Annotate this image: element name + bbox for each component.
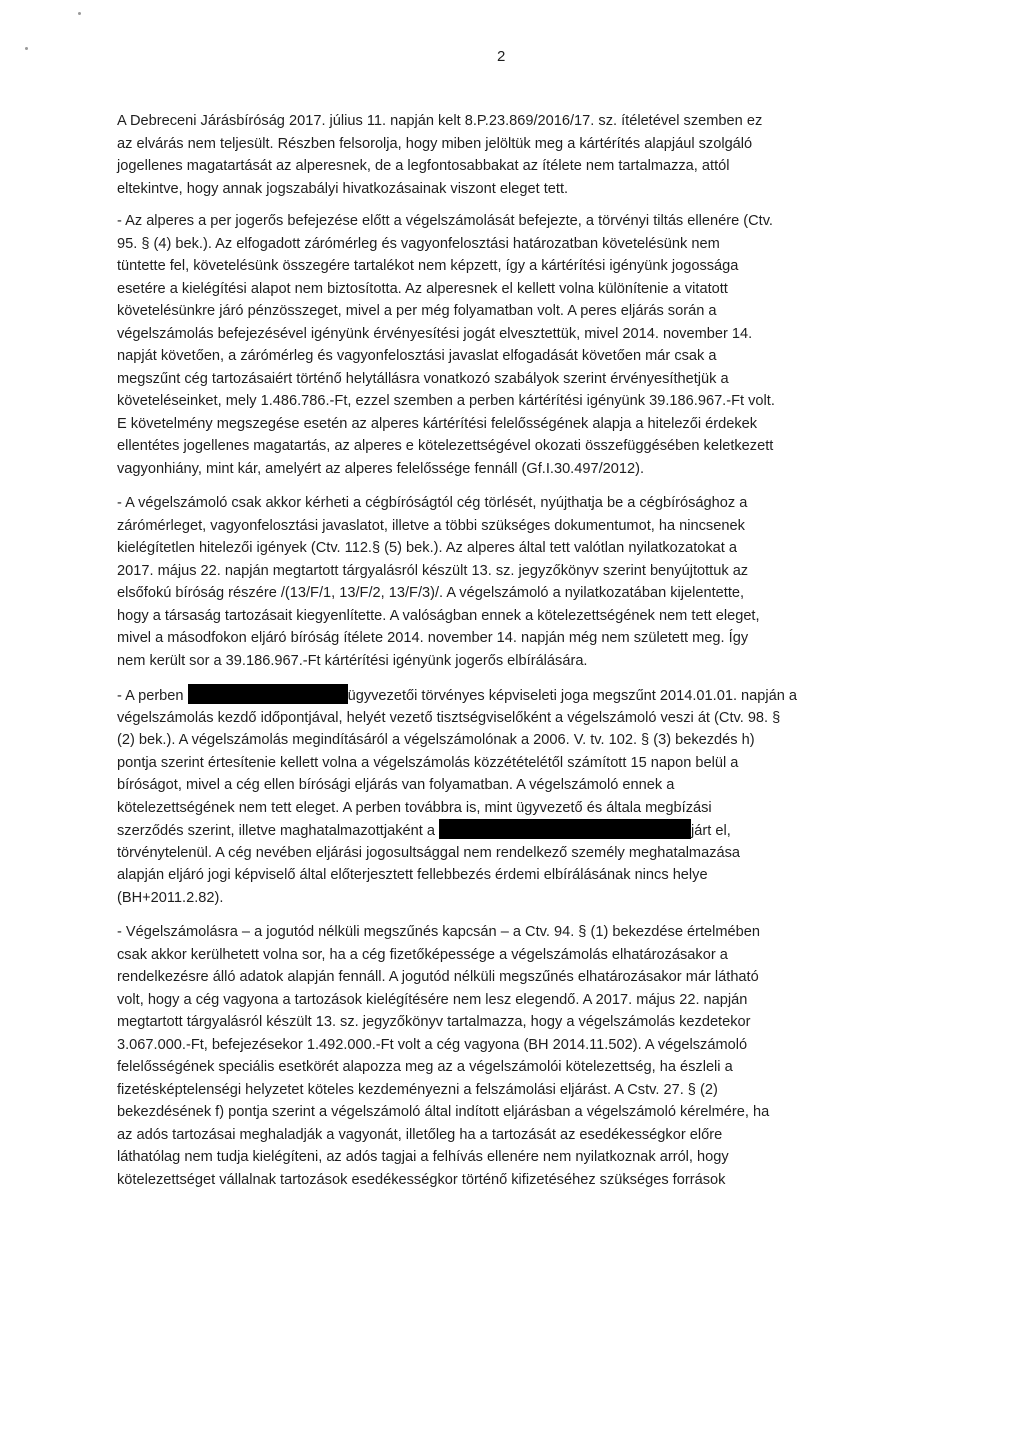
text-line: kötelezettségének nem tett eleget. A perben továbbra is, mint ügyvezető és általa megbízási	[117, 799, 712, 816]
text-line: zárómérleget, vagyonfelosztási javaslatot, illetve a többi szükséges dokumentumot, ha nincsenek	[117, 517, 745, 534]
text-line: mivel a másodfokon eljáró bíróság ítélete 2014. november 14. napján még nem született meg. Így	[117, 630, 749, 646]
paragraph-3	[117, 492, 897, 672]
text-line: E követelmény megszegése esetén az alperes kártérítési felelősségének alapja a hitelezői érdekek	[117, 415, 758, 432]
text-line: végelszámolás kezdő időpontjával, helyét vezető tisztségviselőként a végelszámoló veszi át (Ctv. 98. §	[117, 709, 781, 726]
text-line: az elvárás nem teljesült. Részben felsorolja, hogy miben jelöltük meg a kártérítés alapjául szolgáló	[117, 135, 753, 152]
text-line: rendelkezésre álló adatok alapján fennáll. A jogutód nélküli megszűnés elhatározásakor már látható	[117, 969, 759, 985]
text-fragment: járt el,	[691, 823, 731, 839]
text-line: megtartott tárgyalásról készült 13. sz. jegyzőkönyv tartalmazza, hogy a végelszámolás kezdetekor	[117, 1014, 751, 1030]
text-line: pontja szerint értesítenie kellett volna a végelszámolás közzétételétől számított 15 napon belül a	[117, 754, 739, 771]
redaction-bar	[439, 819, 691, 839]
text-line: végelszámolás befejezésével igényünk érvényesítési jogát elvesztettük, mivel 2014. november 14.	[117, 325, 753, 342]
paragraph-1	[117, 110, 897, 200]
text-line: vagyonhiány, mint kár, amelyért az alperes felelőssége fennáll (Gf.I.30.497/2012).	[117, 460, 645, 477]
scan-speck	[78, 12, 81, 15]
paragraph-5	[117, 921, 897, 1191]
paragraph-2	[117, 210, 897, 480]
text-line	[117, 819, 897, 842]
text-fragment: - A perben	[117, 688, 188, 704]
text-line: - A végelszámoló csak akkor kérheti a cégbíróságtól cég törlését, nyújthatja be a cégbírósághoz a	[117, 495, 748, 511]
text-line: 2017. május 22. napján megtartott tárgyalásról készült 13. sz. jegyzőkönyv szerint benyújtottuk az	[117, 562, 749, 579]
text-line: az adós tartozásai meghaladják a vagyonát, illetőleg ha a tartozását az esedékességkor előre	[117, 1126, 723, 1143]
scan-speck	[25, 47, 28, 50]
text-line: kötelezettséget vállalnak tartozások esedékességkor történő kifizetéséhez szükséges források	[117, 1171, 726, 1188]
text-line: bekezdésének f) pontja szerint a végelszámoló által indított eljárásban a végelszámoló kérelmére, ha	[117, 1104, 770, 1120]
text-fragment: ügyvezetői törvényes képviseleti joga megszűnt 2014.01.01. napján a	[347, 688, 798, 704]
document-body	[117, 110, 897, 1191]
text-line: hogy a társaság tartozásait kiegyenlítette. A valóságban ennek a kötelezettségének nem tett eleget,	[117, 607, 760, 624]
text-line: A Debreceni Járásbíróság 2017. július 11. napján kelt 8.P.23.869/2016/17. sz. ítéletével szemben ez	[117, 113, 763, 129]
redaction-bar	[188, 684, 348, 704]
text-line: - Az alperes a per jogerős befejezése előtt a végelszámolását befejezte, a törvényi tiltás ellenére (Ctv.	[117, 213, 773, 229]
text-line: követelésünkre járó pénzösszeget, mivel a per még folyamatban volt. A peres eljárás során a	[117, 303, 717, 319]
text-line: követeléseinket, mely 1.486.786.-Ft, ezzel szemben a perben kártérítési igényünk 39.186.967.-Ft volt.	[117, 393, 775, 409]
text-line: ellentétes jogellenes magatartás, az alperes e kötelezettségével okozati összefüggésében keletkezett	[117, 438, 774, 454]
text-line: napját követően, a zárómérleg és vagyonfelosztási javaslat elfogadását követően már csak a	[117, 348, 717, 364]
text-line: eltekintve, hogy annak jogszabályi hivatkozásainak viszont eleget tett.	[117, 180, 569, 197]
text-line: elsőfokú bíróság részére /(13/F/1, 13/F/2, 13/F/3)/. A végelszámoló a nyilatkozatában kijelentette,	[117, 585, 745, 601]
text-fragment: szerződés szerint, illetve maghatalmazottjaként a	[117, 823, 440, 839]
text-line: felelősségének speciális esetkörét alapozza meg az a végelszámolói kötelezettség, ha észleli a	[117, 1059, 733, 1075]
text-line: (2) bek.). A végelszámolás megindításáról a végelszámolónak a 2006. V. tv. 102. § (3) bekezdés h)	[117, 732, 755, 748]
text-line: volt, hogy a cég vagyona a tartozások kielégítésére nem lesz elegendő. A 2017. május 22. napján	[117, 991, 748, 1008]
text-line: (BH+2011.2.82).	[117, 889, 224, 906]
text-line: kielégítetlen hitelezői igények (Ctv. 112.§ (5) bek.). Az alperes által tett valótlan nyilatkozatokat a	[117, 540, 738, 556]
text-line: törvénytelenül. A cég nevében eljárási jogosultsággal nem rendelkező személy meghatalmazása	[117, 844, 741, 861]
text-line: fizetésképtelenségi helyzetet köteles kezdeményezni a felszámolási eljárást. A Cstv. 27. § (2)	[117, 1081, 718, 1098]
paragraph-4	[117, 684, 897, 909]
text-line: 3.067.000.-Ft, befejezésekor 1.492.000.-Ft volt a cég vagyona (BH 2014.11.502). A végelszámoló	[117, 1036, 748, 1053]
text-line: láthatólag nem tudja kielégíteni, az adós tagjai a felhívás ellenére nem nyilatkoznak arról, hogy	[117, 1149, 729, 1165]
text-line: bíróságot, mivel a cég ellen bírósági eljárás van folyamatban. A végelszámoló ennek a	[117, 777, 675, 793]
text-line	[117, 684, 897, 707]
text-line: 95. § (4) bek.). Az elfogadott zárómérleg és vagyonfelosztási határozatban követelésünk nem	[117, 235, 720, 252]
text-line: csak akkor kerülhetett volna sor, ha a cég fizetőképessége a végelszámolás elhatározásakor a	[117, 946, 728, 963]
text-line: nem került sor a 39.186.967.-Ft kártérítési igényünk jogerős elbírálására.	[117, 652, 588, 669]
text-line: tüntette fel, követelésünk összegére tartalékot nem képzett, így a kártérítési igényünk jogossága	[117, 258, 739, 274]
text-line: esetére a kielégítési alapot nem biztosította. Az alperesnek el kellett volna különítenie a vitatott	[117, 280, 728, 297]
text-line: jogellenes magatartását az alperesnek, de a legfontosabbakat az ítélete nem tartalmazza, attól	[117, 158, 730, 174]
text-line: - Végelszámolásra – a jogutód nélküli megszűnés kapcsán – a Ctv. 94. § (1) bekezdése értelmében	[117, 924, 761, 940]
page-number: 2	[497, 48, 506, 65]
text-line: megszűnt cég tartozásaiért történő helytállásra vonatkozó szabályok szerint érvényesíthetjük a	[117, 370, 729, 387]
text-line: alapján eljáró jogi képviselő által előterjesztett fellebbezés érdemi elbírálásának nincs helye	[117, 867, 708, 883]
